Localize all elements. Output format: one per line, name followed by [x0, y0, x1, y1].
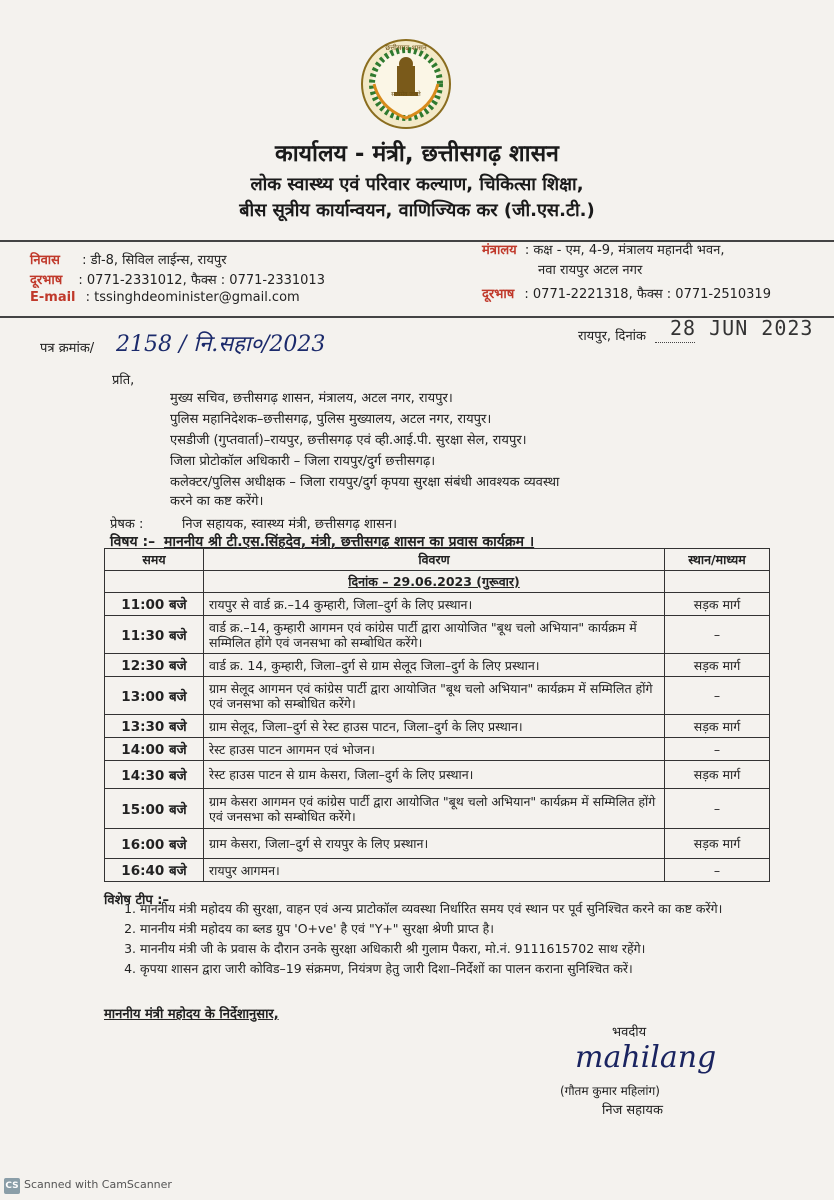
- reference-label: पत्र क्रमांक/: [40, 341, 95, 356]
- schedule-date: दिनांक – 29.06.2023 (गुरूवार): [204, 571, 665, 593]
- place-date-label: रायपुर, दिनांक: [578, 329, 647, 344]
- row-mode: सड़क मार्ग: [665, 593, 770, 616]
- signatory-name: (गौतम कुमार महिलांग): [560, 1084, 660, 1098]
- row-description: रेस्ट हाउस पाटन से ग्राम केसरा, जिला–दुर्ग के लिए प्रस्थान।: [204, 761, 665, 789]
- phone-value: : 0771-2331012, फैक्स : 0771-2331013: [78, 273, 325, 288]
- phone-label: दूरभाष: [30, 273, 63, 288]
- date-stamp: 28 JUN 2023: [670, 316, 814, 340]
- notes-title: विशेष टीप :–: [104, 893, 170, 908]
- signature-image: mahilang: [575, 1040, 717, 1075]
- header-description: विवरण: [204, 549, 665, 571]
- portfolio-line-1: लोक स्वास्थ्य एवं परिवार कल्याण, चिकित्सा शिक्षा,: [250, 174, 584, 195]
- emblem-motto: सत्यमेव जयते: [391, 91, 421, 98]
- office-value-2: नवा रायपुर अटल नगर: [538, 263, 643, 278]
- schedule-date-row: [105, 571, 770, 593]
- row-mode: सड़क मार्ग: [665, 654, 770, 677]
- email-label: E-mail: [30, 290, 76, 305]
- recipient-3: एसडीजी (गुप्तवार्ता)–रायपुर, छत्तीसगढ़ एवं व्ही.आई.पी. सुरक्षा सेल, रायपुर।: [170, 433, 527, 448]
- table-row: [105, 654, 770, 677]
- note-item: 4. कृपया शासन द्वारा जारी कोविड–19 संक्रमण, नियंत्रण हेतु जारी दिशा–निर्देशों का पालन कराना सुनिश्चित करें।: [140, 960, 790, 977]
- row-time: 13:30 बजे: [105, 715, 204, 738]
- subject-value: माननीय श्री टी.एस.सिंहदेव, मंत्री, छत्तीसगढ़ शासन का प्रवास कार्यक्रम ।: [163, 534, 535, 550]
- table-row: [105, 859, 770, 882]
- sender-value: निज सहायक, स्वास्थ्य मंत्री, छत्तीसगढ़ शासन।: [182, 517, 398, 532]
- date-row-blank-right: [665, 571, 770, 593]
- row-description: रेस्ट हाउस पाटन आगमन एवं भोजन।: [204, 738, 665, 761]
- recipient-5: कलेक्टर/पुलिस अधीक्षक – जिला रायपुर/दुर्ग कृपया सुरक्षा संबंधी आवश्यक व्यवस्था: [170, 475, 560, 490]
- office-phone-line: [482, 284, 771, 302]
- bhavdiya-label: भवदीय: [612, 1025, 647, 1040]
- email-value: : tssinghdeominister@gmail.com: [85, 290, 300, 305]
- row-description: ग्राम केसरा आगमन एवं कांग्रेस पार्टी द्वारा आयोजित "बूथ चलो अभियान" कार्यक्रम में सम्मिलित होंगे एवं जनसभा को सम्बोधित करेंगे।: [204, 789, 665, 829]
- office-line: [482, 240, 725, 258]
- row-time: 11:30 बजे: [105, 616, 204, 654]
- recipient-4: जिला प्रोटोकॉल अधिकारी – जिला रायपुर/दुर्ग छत्तीसगढ़।: [170, 454, 436, 469]
- signatory-designation: निज सहायक: [602, 1103, 663, 1118]
- table-row: [105, 738, 770, 761]
- table-row: [105, 789, 770, 829]
- row-mode: –: [665, 859, 770, 882]
- date-dotted-line: [655, 342, 695, 343]
- camscanner-watermark: [4, 1178, 172, 1194]
- row-time: 15:00 बजे: [105, 789, 204, 829]
- schedule-header-row: [105, 549, 770, 571]
- header-time: समय: [105, 549, 204, 571]
- row-description: वार्ड क्र.–14, कुम्हारी आगमन एवं कांग्रेस पार्टी द्वारा आयोजित "बूथ चलो अभियान" कार्यक्रम में सम्मिलित होंगे एवं जनसभा को सम्बोधित करेंगे।: [204, 616, 665, 654]
- table-row: [105, 829, 770, 859]
- sender-label: प्रेषक :: [110, 517, 144, 532]
- email-line: [30, 290, 300, 305]
- recipient-1: मुख्य सचिव, छत्तीसगढ़ शासन, मंत्रालय, अटल नगर, रायपुर।: [170, 391, 453, 406]
- camscanner-text: Scanned with CamScanner: [24, 1178, 172, 1191]
- row-time: 16:40 बजे: [105, 859, 204, 882]
- table-row: [105, 593, 770, 616]
- row-mode: सड़क मार्ग: [665, 829, 770, 859]
- header-mode: स्थान/माध्यम: [665, 549, 770, 571]
- office-phone-value: : 0771-2221318, फैक्स : 0771-2510319: [524, 287, 771, 302]
- office-value: : कक्ष - एम, 4-9, मंत्रालय महानदी भवन,: [524, 243, 725, 258]
- date-row-blank-left: [105, 571, 204, 593]
- row-time: 13:00 बजे: [105, 677, 204, 715]
- recipient-2: पुलिस महानिदेशक–छत्तीसगढ़, पुलिस मुख्यालय, अटल नगर, रायपुर।: [170, 412, 492, 427]
- phone-line: [30, 270, 325, 288]
- directive-line: माननीय मंत्री महोदय के निर्देशानुसार,: [104, 1007, 279, 1022]
- row-mode: –: [665, 738, 770, 761]
- table-row: [105, 761, 770, 789]
- residence-value: : डी-8, सिविल लाईन्स, रायपुर: [82, 253, 227, 268]
- note-item: 3. माननीय मंत्री जी के प्रवास के दौरान उनके सुरक्षा अधिकारी श्री गुलाम पैकरा, मो.नं. 9111615702 साथ रहेंगे।: [140, 940, 790, 957]
- row-time: 14:00 बजे: [105, 738, 204, 761]
- row-mode: –: [665, 616, 770, 654]
- residence-line: [30, 250, 227, 268]
- prati-label: प्रति,: [112, 373, 135, 388]
- camscanner-icon: CS: [4, 1178, 20, 1194]
- table-row: [105, 677, 770, 715]
- note-item: 1. माननीय मंत्री महोदय की सुरक्षा, वाहन एवं अन्य प्राटोकॉल व्यवस्था निर्धारित समय एवं स्थान पर पूर्व सुनिश्चित करने का कष्ट करेंगे।: [140, 900, 790, 917]
- office-label: मंत्रालय: [482, 243, 517, 258]
- row-description: ग्राम सेलूद, जिला–दुर्ग से रेस्ट हाउस पाटन, जिला–दुर्ग के लिए प्रस्थान।: [204, 715, 665, 738]
- row-mode: सड़क मार्ग: [665, 715, 770, 738]
- row-time: 11:00 बजे: [105, 593, 204, 616]
- office-phone-label: दूरभाष: [482, 287, 515, 302]
- reference-number: 2158 / नि.सहा०/2023: [116, 332, 326, 357]
- row-description: रायपुर आगमन।: [204, 859, 665, 882]
- row-mode: सड़क मार्ग: [665, 761, 770, 789]
- subject-label: विषय :–: [110, 534, 156, 550]
- schedule-table: [104, 548, 770, 882]
- row-time: 12:30 बजे: [105, 654, 204, 677]
- row-description: वार्ड क्र. 14, कुम्हारी, जिला–दुर्ग से ग्राम सेलूद जिला–दुर्ग के लिए प्रस्थान।: [204, 654, 665, 677]
- emblem-ring-text: छत्तीसगढ़ शासन: [385, 44, 427, 52]
- row-description: ग्राम सेलूद आगमन एवं कांग्रेस पार्टी द्वारा आयोजित "बूथ चलो अभियान" कार्यक्रम में सम्मिलित होंगे एवं जनसभा को सम्बोधित करेंगे।: [204, 677, 665, 715]
- office-title: कार्यालय - मंत्री, छत्तीसगढ़ शासन: [275, 141, 559, 167]
- row-mode: –: [665, 789, 770, 829]
- table-row: [105, 715, 770, 738]
- recipient-6: करने का कष्ट करेंगे।: [170, 494, 264, 509]
- note-item: 2. माननीय मंत्री महोदय का ब्लड ग्रुप 'O+ve' है एवं "Y+" सुरक्षा श्रेणी प्राप्त है।: [140, 920, 790, 937]
- residence-label: निवास: [30, 253, 60, 268]
- notes-list: [110, 900, 790, 980]
- row-description: ग्राम केसरा, जिला–दुर्ग से रायपुर के लिए प्रस्थान।: [204, 829, 665, 859]
- row-mode: –: [665, 677, 770, 715]
- row-time: 14:30 बजे: [105, 761, 204, 789]
- portfolio-line-2: बीस सूत्रीय कार्यान्वयन, वाणिज्यिक कर (जी.एस.टी.): [239, 200, 595, 221]
- row-description: रायपुर से वार्ड क्र.–14 कुम्हारी, जिला–दुर्ग के लिए प्रस्थान।: [204, 593, 665, 616]
- row-time: 16:00 बजे: [105, 829, 204, 859]
- table-row: [105, 616, 770, 654]
